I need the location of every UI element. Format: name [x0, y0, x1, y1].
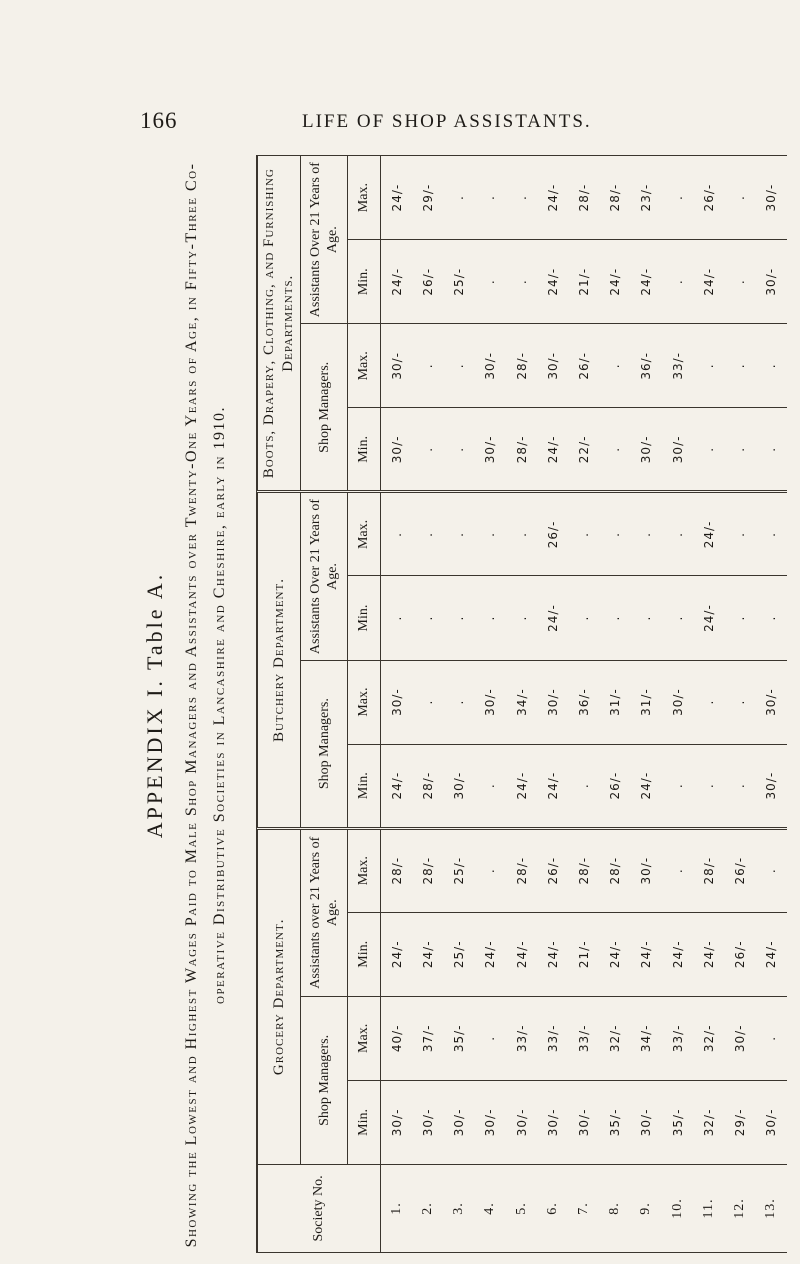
- wage-cell: 24/-: [631, 744, 662, 828]
- wage-cell: .: [631, 492, 662, 576]
- society-number: 1.: [381, 1164, 413, 1252]
- wage-cell: 24/-: [631, 240, 662, 324]
- wage-cell: 31/-: [631, 660, 662, 744]
- wage-cell: 30/-: [444, 744, 475, 828]
- wage-cell: .: [475, 576, 506, 660]
- wage-cell: .: [725, 240, 756, 324]
- max-header: Max.: [348, 828, 381, 912]
- society-number: 7.: [568, 1164, 599, 1252]
- wage-cell: 24/-: [631, 912, 662, 996]
- table-row: [725, 156, 756, 1253]
- wage-cell: 35/-: [444, 996, 475, 1080]
- wage-cell: .: [568, 576, 599, 660]
- wage-cell: .: [444, 156, 475, 240]
- wage-cell: 32/-: [600, 996, 631, 1080]
- min-header: Min.: [348, 408, 381, 492]
- grocery-shop-managers-header: Shop Managers.: [301, 996, 348, 1164]
- wage-cell: 33/-: [506, 996, 537, 1080]
- wage-cell: 30/-: [475, 324, 506, 408]
- wage-cell: .: [444, 408, 475, 492]
- wage-cell: .: [725, 156, 756, 240]
- wage-cell: 24/-: [537, 912, 568, 996]
- wage-cell: 30/-: [381, 660, 413, 744]
- wages-table-frame: [256, 155, 787, 1253]
- wage-cell: .: [662, 156, 693, 240]
- table-row: [631, 156, 662, 1253]
- wage-cell: 40/-: [381, 996, 413, 1080]
- page-header: [0, 0, 800, 160]
- wage-cell: 24/-: [381, 912, 413, 996]
- wage-cell: .: [506, 156, 537, 240]
- wage-cell: .: [475, 744, 506, 828]
- society-number: 10.: [662, 1164, 693, 1252]
- wage-cell: .: [756, 828, 787, 912]
- wage-cell: 32/-: [693, 1080, 724, 1164]
- wage-cell: 24/-: [600, 240, 631, 324]
- wage-cell: .: [412, 492, 443, 576]
- wage-cell: 30/-: [756, 660, 787, 744]
- wage-cell: 30/-: [631, 1080, 662, 1164]
- wage-cell: 28/-: [506, 828, 537, 912]
- wage-cell: 24/-: [381, 240, 413, 324]
- wage-cell: .: [756, 324, 787, 408]
- table-title-block: [130, 155, 246, 1255]
- table-row: [475, 156, 506, 1253]
- wage-cell: 35/-: [600, 1080, 631, 1164]
- wage-cell: .: [725, 324, 756, 408]
- wage-cell: 30/-: [756, 156, 787, 240]
- wage-cell: 24/-: [537, 576, 568, 660]
- wage-cell: 24/-: [506, 912, 537, 996]
- max-header: Max.: [348, 996, 381, 1080]
- wage-cell: 24/-: [537, 408, 568, 492]
- wage-cell: 24/-: [693, 912, 724, 996]
- wage-cell: 30/-: [537, 1080, 568, 1164]
- wage-cell: 30/-: [475, 660, 506, 744]
- wage-cell: 36/-: [568, 660, 599, 744]
- wage-cell: .: [444, 492, 475, 576]
- society-number: 6.: [537, 1164, 568, 1252]
- wage-cell: 33/-: [662, 996, 693, 1080]
- wage-cell: 24/-: [506, 744, 537, 828]
- wage-cell: .: [506, 576, 537, 660]
- wage-cell: .: [756, 492, 787, 576]
- wage-cell: 25/-: [444, 912, 475, 996]
- max-header: Max.: [348, 156, 381, 240]
- wage-cell: .: [412, 408, 443, 492]
- wage-cell: .: [600, 576, 631, 660]
- wage-cell: .: [662, 492, 693, 576]
- wage-cell: .: [631, 576, 662, 660]
- wage-cell: .: [444, 576, 475, 660]
- wage-cell: 26/-: [537, 828, 568, 912]
- wage-cell: 26/-: [600, 744, 631, 828]
- page-number: 166: [140, 108, 178, 133]
- wage-cell: .: [412, 324, 443, 408]
- wage-cell: 24/-: [381, 744, 413, 828]
- wage-cell: .: [662, 744, 693, 828]
- wage-cell: 24/-: [412, 912, 443, 996]
- min-header: Min.: [348, 576, 381, 660]
- wage-cell: .: [444, 660, 475, 744]
- wage-cell: .: [600, 324, 631, 408]
- society-number: 12.: [725, 1164, 756, 1252]
- wage-cell: 30/-: [381, 324, 413, 408]
- table-row: [600, 156, 631, 1253]
- butchery-shop-managers-header: Shop Managers.: [301, 660, 348, 828]
- table-body: [381, 156, 788, 1253]
- wage-cell: .: [662, 240, 693, 324]
- appendix-heading: APPENDIX I. Table A.: [142, 571, 167, 839]
- wage-cell: 28/-: [600, 156, 631, 240]
- wage-cell: 30/-: [381, 408, 413, 492]
- wage-cell: 30/-: [756, 1080, 787, 1164]
- society-number: 5.: [506, 1164, 537, 1252]
- wage-cell: 30/-: [662, 408, 693, 492]
- wage-cell: .: [725, 408, 756, 492]
- wage-cell: 24/-: [662, 912, 693, 996]
- wage-cell: .: [568, 492, 599, 576]
- wage-cell: .: [475, 156, 506, 240]
- table-row: [756, 156, 787, 1253]
- wage-cell: .: [693, 744, 724, 828]
- table-subtitle: Showing the Lowest and Highest Wages Paid to Male Shop Managers and Assistants over Twenty-One Years of Age, in Fifty-Three Co-operative Distributive Societies in Lancashire and Cheshire, early in 1910.: [183, 162, 228, 1248]
- wage-cell: 34/-: [506, 660, 537, 744]
- society-number: 13.: [756, 1164, 787, 1252]
- wage-cell: 30/-: [756, 240, 787, 324]
- society-number: 11.: [693, 1164, 724, 1252]
- min-header: Min.: [348, 744, 381, 828]
- max-header: Max.: [348, 492, 381, 576]
- wage-cell: 26/-: [725, 828, 756, 912]
- wage-cell: .: [693, 324, 724, 408]
- wage-cell: 29/-: [412, 156, 443, 240]
- wage-cell: .: [756, 576, 787, 660]
- society-number: 3.: [444, 1164, 475, 1252]
- wage-cell: .: [475, 240, 506, 324]
- wage-cell: 32/-: [693, 996, 724, 1080]
- table-row: [537, 156, 568, 1253]
- wage-cell: 21/-: [568, 912, 599, 996]
- wage-cell: 25/-: [444, 240, 475, 324]
- wage-cell: 26/-: [537, 492, 568, 576]
- society-number: 9.: [631, 1164, 662, 1252]
- wage-cell: 30/-: [568, 1080, 599, 1164]
- wage-cell: 26/-: [568, 324, 599, 408]
- wage-cell: 30/-: [412, 1080, 443, 1164]
- wage-cell: 30/-: [631, 828, 662, 912]
- wage-cell: 24/-: [537, 744, 568, 828]
- wage-cell: 24/-: [600, 912, 631, 996]
- wage-cell: .: [693, 660, 724, 744]
- wage-cell: .: [725, 660, 756, 744]
- wage-cell: .: [568, 744, 599, 828]
- wage-cell: 30/-: [444, 1080, 475, 1164]
- wage-cell: .: [662, 828, 693, 912]
- wage-cell: 24/-: [537, 240, 568, 324]
- boots-assistants-header: Assistants Over 21 Years of Age.: [301, 156, 348, 324]
- society-number: 8.: [600, 1164, 631, 1252]
- wage-cell: .: [725, 744, 756, 828]
- max-header: Max.: [348, 324, 381, 408]
- society-column-header: Society No.: [258, 1164, 381, 1252]
- wage-cell: .: [381, 492, 413, 576]
- wage-cell: 35/-: [662, 1080, 693, 1164]
- wage-cell: .: [475, 828, 506, 912]
- wage-cell: 33/-: [537, 996, 568, 1080]
- table-row: [506, 156, 537, 1253]
- min-header: Min.: [348, 1080, 381, 1164]
- wage-cell: 30/-: [537, 324, 568, 408]
- max-header: Max.: [348, 660, 381, 744]
- wage-cell: 30/-: [475, 1080, 506, 1164]
- wage-cell: 28/-: [506, 408, 537, 492]
- wage-cell: 28/-: [412, 744, 443, 828]
- wage-cell: 37/-: [412, 996, 443, 1080]
- running-head: LIFE OF SHOP ASSISTANTS.: [302, 111, 592, 132]
- table-row: [381, 156, 413, 1253]
- wage-cell: .: [506, 492, 537, 576]
- wage-cell: 33/-: [662, 324, 693, 408]
- grocery-department-header: Grocery Department.: [258, 828, 301, 1164]
- wage-cell: .: [412, 576, 443, 660]
- table-row: [444, 156, 475, 1253]
- wage-cell: 30/-: [506, 1080, 537, 1164]
- wage-cell: 28/-: [506, 324, 537, 408]
- grocery-assistants-header: Assistants over 21 Years of Age.: [301, 828, 348, 996]
- wage-cell: 22/-: [568, 408, 599, 492]
- wage-cell: 30/-: [756, 744, 787, 828]
- wage-cell: .: [725, 576, 756, 660]
- wage-cell: 28/-: [600, 828, 631, 912]
- wage-cell: 26/-: [693, 156, 724, 240]
- wage-cell: .: [725, 492, 756, 576]
- wage-cell: .: [662, 576, 693, 660]
- wage-cell: 28/-: [568, 156, 599, 240]
- butchery-assistants-header: Assistants Over 21 Years of Age.: [301, 492, 348, 660]
- wage-cell: .: [444, 324, 475, 408]
- wage-cell: 33/-: [568, 996, 599, 1080]
- wage-cell: 28/-: [412, 828, 443, 912]
- wage-cell: 30/-: [381, 1080, 413, 1164]
- wage-cell: .: [475, 996, 506, 1080]
- wage-cell: 34/-: [631, 996, 662, 1080]
- wage-cell: .: [412, 660, 443, 744]
- wage-cell: 24/-: [693, 576, 724, 660]
- wages-table: [257, 155, 787, 1253]
- boots-shop-managers-header: Shop Managers.: [301, 324, 348, 492]
- wage-cell: 30/-: [662, 660, 693, 744]
- wage-cell: 25/-: [444, 828, 475, 912]
- wage-cell: .: [475, 492, 506, 576]
- wage-cell: 28/-: [693, 828, 724, 912]
- wage-cell: 30/-: [725, 996, 756, 1080]
- wage-cell: .: [756, 996, 787, 1080]
- wage-cell: 24/-: [693, 492, 724, 576]
- table-row: [568, 156, 599, 1253]
- wage-cell: 24/-: [475, 912, 506, 996]
- wage-cell: .: [693, 408, 724, 492]
- wage-cell: .: [600, 408, 631, 492]
- table-row: [693, 156, 724, 1253]
- table-row: [662, 156, 693, 1253]
- society-number: 4.: [475, 1164, 506, 1252]
- boots-drapery-department-header: Boots, Drapery, Clothing, and Furnishing Departments.: [258, 156, 301, 492]
- wage-cell: 28/-: [381, 828, 413, 912]
- table-row: [412, 156, 443, 1253]
- butchery-department-header: Butchery Department.: [258, 492, 301, 828]
- wage-cell: 26/-: [412, 240, 443, 324]
- wage-cell: 36/-: [631, 324, 662, 408]
- wage-cell: 30/-: [537, 660, 568, 744]
- wage-cell: 23/-: [631, 156, 662, 240]
- wage-cell: .: [506, 240, 537, 324]
- min-header: Min.: [348, 912, 381, 996]
- wage-cell: 26/-: [725, 912, 756, 996]
- min-header: Min.: [348, 240, 381, 324]
- wage-cell: 24/-: [537, 156, 568, 240]
- society-number: 2.: [412, 1164, 443, 1252]
- wage-cell: 28/-: [568, 828, 599, 912]
- wage-cell: 24/-: [381, 156, 413, 240]
- wage-cell: 29/-: [725, 1080, 756, 1164]
- wage-cell: .: [600, 492, 631, 576]
- wage-cell: 30/-: [631, 408, 662, 492]
- wage-cell: .: [756, 408, 787, 492]
- wage-cell: 21/-: [568, 240, 599, 324]
- wage-cell: .: [381, 576, 413, 660]
- wage-cell: 24/-: [756, 912, 787, 996]
- wage-cell: 24/-: [693, 240, 724, 324]
- wage-cell: 30/-: [475, 408, 506, 492]
- wage-cell: 31/-: [600, 660, 631, 744]
